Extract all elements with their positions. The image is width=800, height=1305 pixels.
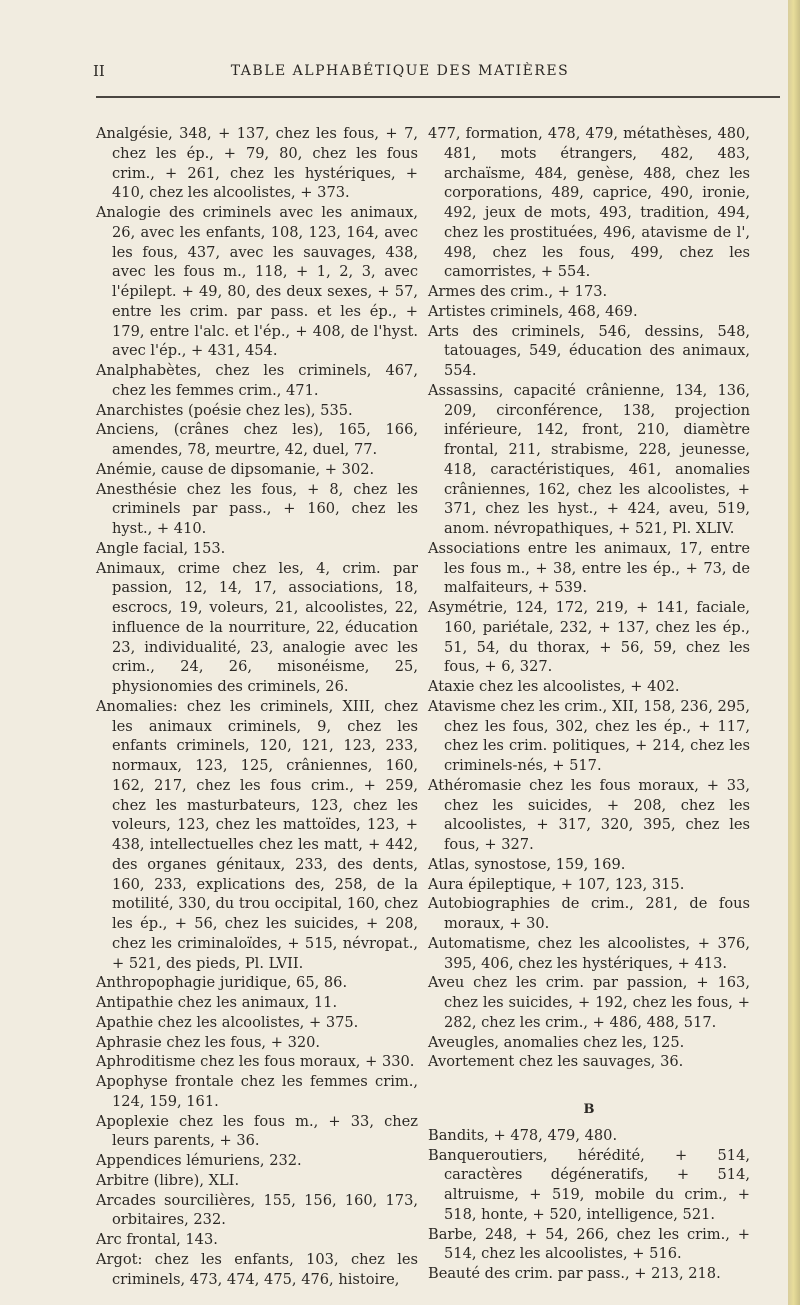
index-entry: Assassins, capacité crânienne, 134, 136, 209, circonférence, 138, projection inférieure, 142, front, 210, diamètre frontal, 211, strabisme, 228, jeunesse, 418, caractéristiques, 461, anomalies crâniennes, 162, chez les alcoolistes, + 371, chez les hyst., + 424, aveu, 519, anom. névropathiques, + 521, Pl. XLIV. [428,381,750,537]
index-entry: Aphrasie chez les fous, + 320. [96,1033,321,1051]
page-header [0,62,800,82]
index-entry: Aphroditisme chez les fous moraux, + 330. [96,1053,415,1071]
index-entry: 477, formation, 478, 479, métathèses, 480, 481, mots étrangers, 482, 483, archaïsme, 484, genèse, 488, chez les corporations, 489, caprice, 490, ironie, 492, jeux de mots, 493, tradition, 494, chez les prostituées, 496, atavisme de l', 498, chez les fous, 499, chez les camorristes, + 554. [428,125,750,281]
index-entry: Arc frontal, 143. [96,1231,218,1248]
index-entry: Atavisme chez les crim., XII, 158, 236, 295, chez les fous, 302, chez les ép., + 117, chez les crim. politiques, + 214, chez les criminels-nés, + 517. [428,697,750,774]
index-entry: Automatisme, chez les alcoolistes, + 376, 395, 406, chez les hystériques, + 413. [428,934,750,972]
running-title: TABLE ALPHABÉTIQUE DES MATIÈRES [230,63,570,79]
index-entry: Apoplexie chez les fous m., + 33, chez leurs parents, + 36. [96,1112,418,1150]
index-entry: Arcades sourcilières, 155, 156, 160, 173, orbitaires, 232. [96,1191,418,1229]
index-entry: Aura épileptique, + 107, 123, 315. [428,875,685,893]
index-entry: Analphabètes, chez les criminels, 467, chez les femmes crim., 471. [96,362,418,399]
index-entry: Associations entre les animaux, 17, entre les fous m., + 38, entre les ép., + 73, de malfaiteurs, + 539. [428,539,750,597]
index-entry: Aveugles, anomalies chez les, 125. [428,1033,685,1051]
index-entry: Apathie chez les alcoolistes, + 375. [96,1013,359,1031]
index-entry: Beauté des crim. par pass., + 213, 218. [428,1265,721,1282]
page-edge [788,0,800,1305]
index-entry: Anémie, cause de dipsomanie, + 302. [96,460,375,478]
index-entry: Antipathie chez les animaux, 11. [96,994,338,1011]
index-entry: Anesthésie chez les fous, + 8, chez les criminels par pass., + 160, chez les hyst., + 410. [96,480,418,537]
index-entry: Apophyse frontale chez les femmes crim., 124, 159, 161. [96,1073,418,1110]
index-entry: Appendices lémuriens, 232. [96,1152,302,1169]
section-letter-heading: B [583,1102,595,1117]
index-entry: Aveu chez les crim. par passion, + 163, chez les suicides, + 192, chez les fous, + 282, chez les crim., + 486, 488, 517. [428,974,750,1031]
index-entry: Artistes criminels, 468, 469. [428,302,638,320]
index-entry: Ataxie chez les alcoolistes, + 402. [428,678,680,695]
index-entry: Atlas, synostose, 159, 169. [428,855,626,873]
index-entry: Autobiographies de crim., 281, de fous moraux, + 30. [428,895,750,932]
right-column [428,124,750,1284]
index-entry: Avortement chez les sauvages, 36. [428,1053,684,1071]
index-entry: Anomalies: chez les criminels, XIII, chez les animaux criminels, 9, chez les enfants criminels, 120, 121, 123, 233, normaux, 123, 125, crâniennes, 160, 162, 217, chez les fous crim., + 259, chez les masturbateurs, 123, chez les voleurs, 123, chez les mattoïdes, 123, + 438, intellectuelles chez les matt, + 442, des organes génitaux, 233, des dents, 160, 233, explications des, 258, de la motilité, 330, du trou occipital, 160, chez les ép., + 56, chez les suicides, + 208, chez les criminaloïdes, + 515, névropat., + 521, des pieds, Pl. LVII. [96,697,418,972]
left-column [96,124,418,1289]
index-entry: Angle facial, 153. [96,539,226,557]
index-entry: Armes des crim., + 173. [428,283,608,300]
index-entry: Anciens, (crânes chez les), 165, 166, amendes, 78, meurtre, 42, duel, 77. [96,421,418,458]
index-entry: Analgésie, 348, + 137, chez les fous, + 7, chez les ép., + 79, 80, chez les fous crim., + 261, chez les hystériques, + 410, chez les alcoolistes, + 373. [96,125,418,202]
index-entry: Animaux, crime chez les, 4, crim. par passion, 12, 14, 17, associations, 18, escrocs, 19, voleurs, 21, alcoolistes, 22, influence de la nourriture, 22, éducation 23, individualité, 23, analogie avec les crim., 24, 26, misonéisme, 25, physionomies des criminels, 26. [96,559,418,695]
index-entry: Arbitre (libre), XLI. [96,1171,240,1189]
index-entry: Asymétrie, 124, 172, 219, + 141, faciale, 160, pariétale, 232, + 137, chez les ép., 51, 54, du thorax, + 56, 59, chez les fous, + 6, 327. [428,599,750,676]
index-entry: Anthropophagie juridique, 65, 86. [96,974,348,992]
index-entry: Barbe, 248, + 54, 266, chez les crim., + 514, chez les alcoolistes, + 516. [428,1225,750,1263]
index-entry: Argot: chez les enfants, 103, chez les criminels, 473, 474, 475, 476, histoire, [96,1250,418,1288]
index-entry: Analogie des criminels avec les animaux, 26, avec les enfants, 108, 123, 164, avec les fous, 437, avec les sauvages, 438, avec les fous m., 118, + 1, 2, 3, avec l'épilept. + 49, 80, des deux sexes, + 57, entre les crim. par pass. et les ép., + 179, entre l'alc. et l'ép., + 408, de l'hyst. avec l'ép., + 431, 454. [96,204,418,360]
page-number: II [93,62,105,80]
index-entry: Bandits, + 478, 479, 480. [428,1126,618,1144]
index-entry: Banqueroutiers, hérédité, + 514, caractères dégéneratifs, + 514, altruisme, + 519, mobile du crim., + 518, honte, + 520, intelligence, 521. [428,1146,750,1223]
index-entry: Anarchistes (poésie chez les), 535. [96,401,353,419]
header-rule [96,96,780,98]
index-entry: Athéromasie chez les fous moraux, + 33, chez les suicides, + 208, chez les alcoolistes, + 317, 320, 395, chez les fous, + 327. [428,776,750,853]
index-entry: Arts des criminels, 546, dessins, 548, tatouages, 549, éducation des animaux, 554. [428,322,750,379]
